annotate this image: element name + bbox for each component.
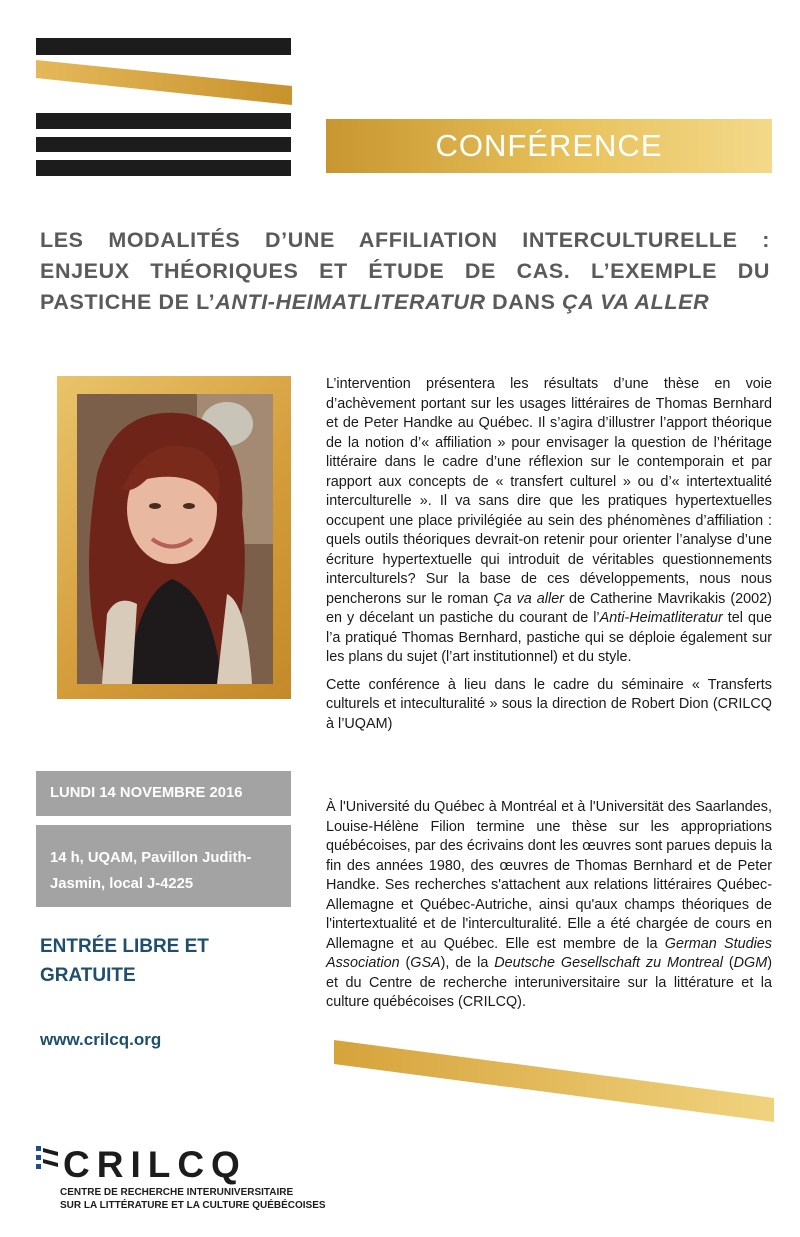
crilcq-logo-text: CRILCQ [63, 1144, 247, 1185]
crilcq-logo-subtitle [60, 1186, 326, 1212]
abstract-paragraph-2: Cette conférence à lieu dans le cadre du séminaire « Transferts culturels et inteculturalité » sous la direction de Robert Dion (CRILCQ à l’UQAM) [326, 676, 772, 732]
abstract-paragraph-1 [326, 375, 772, 668]
title-text-1: LES MODALITÉS D’UNE AFFILIATION INTERCULTURELLE : ENJEUX THÉORIQUES ET ÉTUDE DE CAS. L’EXEMPLE DU PASTICHE DE L’ [40, 228, 770, 314]
location-line-2: Jasmin, local J-4225 [50, 876, 194, 892]
header-stripe-4 [36, 160, 291, 176]
location-box [36, 825, 291, 907]
date-box [36, 771, 291, 816]
conference-banner [326, 119, 772, 173]
website-link[interactable]: www.crilcq.org [40, 1030, 162, 1049]
bio-d: ( [722, 955, 734, 971]
header-stripe-3 [36, 137, 291, 152]
header-stripe-2 [36, 113, 291, 129]
speaker-portrait-illustration [77, 394, 273, 684]
bio-italic4: DGM [733, 955, 768, 971]
title-italic-1: ANTI-HEIMATLITERATUR [215, 290, 486, 314]
bio-italic3: Deutsche Gesellschaft zu Montreal [494, 955, 723, 971]
bio-italic1: German Studies Association [326, 935, 772, 971]
entry-notice [40, 932, 290, 990]
abstract-p1-italic1: Ça va aller [493, 590, 564, 607]
event-date: LUNDI 14 NOVEMBRE 2016 [50, 785, 243, 801]
abstract-p1-b: de Catherine Mavrikakis (2002) en y décelant un pastiche du courant de l’ [326, 590, 772, 626]
entry-line-1: ENTRÉE LIBRE ET [40, 936, 209, 957]
abstract-p1-c: tel que l’a pratiqué Thomas Bernhard, pastiche qui se déploie également sur les plans du sujet (l’art institutionnel) et du style. [326, 610, 772, 665]
header-gold-slant [36, 60, 292, 106]
bio-italic2: GSA [410, 955, 441, 971]
header-stripe-1 [36, 38, 291, 55]
conference-title [40, 225, 770, 318]
location-line-1: 14 h, UQAM, Pavillon Judith- [50, 850, 252, 866]
abstract-text [326, 375, 772, 734]
bio-c: ), de la [440, 955, 495, 971]
title-text-2: DANS [485, 290, 563, 314]
abstract-p1-italic2: Anti-Heimatliteratur [599, 610, 723, 626]
speaker-photo [77, 394, 273, 684]
abstract-p1-a: L’intervention présentera les résultats d’une thèse en voie d’achèvement portant sur les usages littéraires de Thomas Bernhard et de Peter Handke au Québec. Il s’agira d’illustrer l’apport théorique de la notion d’« affiliation » pour envisager la question de l’héritage littéraire dans le cadre d’une réflexion sur le contemporain et par rapport aux concepts de « transfert culturel » ou d’« intertextualité interculturelle ». Il va sans dire que les pratiques hypertextuelles occupent une place privilégiée au sein des phénomènes d’affiliation : quels outils théoriques devrait-on retenir pour orienter l’analyse d’une écriture hypertextuelle qui introduit de véritables questionnements interculturels? Sur la base de ces développements, nous nous pencherons sur le roman [326, 376, 772, 607]
logo-sub-line-1: CENTRE DE RECHERCHE INTERUNIVERSITAIRE [60, 1187, 294, 1198]
bio-e: ) et du Centre de recherche interuniversitaire sur la littérature et la culture québécoises (CRILCQ). [326, 955, 772, 1010]
entry-line-2: GRATUITE [40, 965, 136, 986]
crilcq-logo-mark-icon [36, 1146, 60, 1180]
title-italic-2: ÇA VA ALLER [562, 290, 710, 314]
logo-sub-line-2: SUR LA LITTÉRATURE ET LA CULTURE QUÉBÉCOISES [60, 1200, 326, 1211]
speaker-bio [326, 798, 772, 1013]
bio-b: ( [399, 955, 411, 971]
footer-gold-slant [334, 1040, 774, 1122]
bio-a: À l'Université du Québec à Montréal et à l'Universität des Saarlandes, Louise-Hélène Filion termine une thèse sur les appropriations québécoises, par des écrivains dont les œuvres sont parues depuis la fin des années 1980, des œuvres de Thomas Bernhard et de Peter Handke. Ses recherches s'attachent aux relations littéraires Québec-Allemagne et Québec-Autriche, ainsi qu'aux champs théoriques de l'intertextualité et de l'interculturalité. Elle a été chargée de cours en Allemagne et au Québec. Elle est membre de la [326, 799, 772, 952]
conference-banner-label: CONFÉRENCE [435, 128, 663, 163]
